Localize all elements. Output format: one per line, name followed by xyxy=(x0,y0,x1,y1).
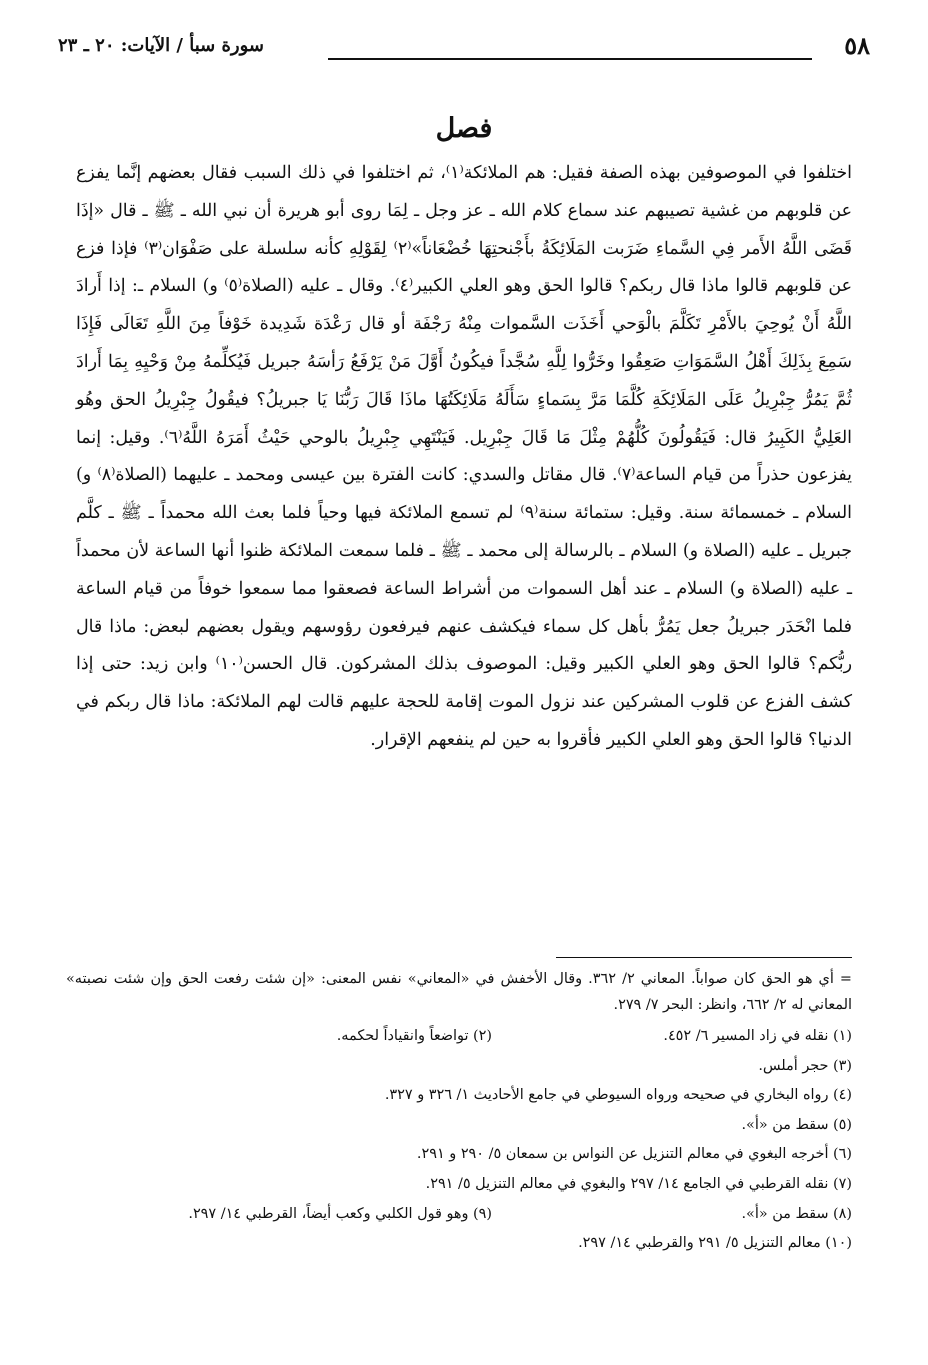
page-number: ٥٨ xyxy=(844,31,870,60)
footnote-4: (٤) رواه البخاري في صحيحه ورواه السيوطي في جامع الأحاديث ١/ ٣٢٦ و ٣٢٧. xyxy=(384,1087,852,1104)
footnote-separator xyxy=(556,957,852,958)
footnote-continuation: = أي هو الحق كان صواباً. المعاني ٢/ ٣٦٢. وقال الأخفش في «المعاني» نفس المعنى: «إن شئت رفعت الحق وإن شئت نصبته» المعاني له ٢/ ٦٦٢، وانظر: البحر ٧/ ٢٧٩. xyxy=(66,971,852,1013)
footnote-3: (٣) حجر أملس. xyxy=(758,1057,852,1074)
running-header xyxy=(58,32,870,62)
footnote-row xyxy=(66,1200,852,1230)
section-heading: فصل xyxy=(435,113,493,144)
footnote-8: (٨) سقط من «أ». xyxy=(741,1205,852,1222)
footnote-2: (٢) تواضعاً وانقياداً لحكمه. xyxy=(336,1028,492,1044)
footnotes xyxy=(66,966,852,1259)
surah-title: سورة سبأ / الآيات: ٢٠ ـ ٢٣ xyxy=(58,35,264,56)
footnote-1: (١) نقله في زاد المسير ٦/ ٤٥٢. xyxy=(663,1028,852,1044)
footnote-10: (١٠) معالم التنزيل ٥/ ٢٩١ والقرطبي ١٤/ ٢٩٧. xyxy=(578,1235,852,1252)
footnote-7: (٧) نقله القرطبي في الجامع ١٤/ ٢٩٧ والبغوي في معالم التنزيل ٥/ ٢٩١. xyxy=(425,1175,852,1192)
footnote-6: (٦) أخرجه البغوي في معالم التنزيل عن النواس بن سمعان ٥/ ٢٩٠ و ٢٩١. xyxy=(416,1146,852,1163)
footnote-row xyxy=(66,1022,852,1052)
footnote-9: (٩) وهو قول الكلبي وكعب أيضاً، القرطبي ١٤/ ٢٩٧. xyxy=(188,1205,492,1222)
main-text xyxy=(76,155,852,760)
footnote-5: (٥) سقط من «أ». xyxy=(741,1116,852,1133)
header-rule xyxy=(328,58,812,60)
main-paragraph: اختلفوا في الموصوفين بهذه الصفة فقيل: هم الملائكة⁽١⁾، ثم اختلفوا في ذلك السبب فقال بعضهم إنَّما يفزع عن قلوبهم من غشية تصيبهم عند سماع كلام الله ـ عز وجل ـ لِمَا روى أبو هريرة أن نبي الله ـ ﷺ ـ قال «إذَا قَضَى اللَّهُ الأَمر فِي السَّماءِ ضَرَبت المَلَائِكَةُ بأَجْنحتِهَا خُضْعَاناً»⁽٢⁾ لِقَوْلِهِ كأنه سلسلة على صَفْوَان⁽٣⁾ فإذا فزع عن قلوبهم قالوا ماذا قال ربكم؟ قالوا الحق وهو العلي الكبير⁽٤⁾. وقال ـ عليه (الصلاة⁽٥⁾ و) السلام ـ: إذا أَرادَ اللَّهُ أَنْ يُوحِيَ بالأَمْرِ تَكَلَّمَ بالْوَحي أَخَذَت السَّموات مِنْهُ رَجْفَة أو قال رَعْدَة شَدِيدة خَوْفاً مِنَ اللَّهِ تَعَالَى فَإِذَا سَمِعَ بِذَلِكَ أَهْلُ السَّمَوَاتِ صَعِقُوا وخَرُّوا لِلَّهِ سُجَّداً فيكُونُ أَوَّلَ مَنْ يَرْفَعُ رَأسَهُ جبريل فَيُكلِّمهُ مِنْ وَحْيِهِ بِمَا أَرادَ ثُمَّ يَمُرُّ جِبْرِيلُ عَلَى المَلَائِكَةِ كُلَّمَا مَرَّ بِسَماءٍ سَأَلَهُ مَلَائِكَتُهَا ماذَا قَالَ رَبُّنَا يَا جبريلُ؟ فيقُولُ جِبْرِيلُ الحق وهُو العَلِيُّ الكَبِيرُ قال: فَيَقُولُونَ كُلُّهُمْ مِثْلَ مَا قَالَ جِبْرِيل. فَيَنْتَهِي جِبْرِيلُ بالوحي حَيْثُ أَمَرَهُ اللَّهُ⁽٦⁾. وقيل: إنما يفزعون حذراً من قيام الساعة⁽٧⁾. قال مقاتل والسدي: كانت الفترة بين عيسى ومحمد ـ عليهما (الصلاة⁽٨⁾ و) السلام ـ خمسمائة سنة. وقيل: ستمائة سنة⁽٩⁾ لم تسمع الملائكة فيها وحياً فلما بعث الله محمداً ـ ﷺ ـ كلَّم جبريل ـ عليه (الصلاة و) السلام ـ بالرسالة إلى محمد ـ ﷺ ـ فلما سمعت الملائكة ظنوا أنها الساعة لأن محمداً ـ عليه (الصلاة و) السلام ـ عند أهل السموات من أشراط الساعة فصعقوا مما سمعوا خوفاً من قيام الساعة فلما انْحَدَر جبريلُ جعل يَمُرُّ بأهل كل سماء فيكشف عنهم فيرفعون رؤوسهم ويقول بعضهم لبعض: ماذا قال ربُّكم؟ قالوا الحق وهو العلي الكبير وقيل: الموصوف بذلك المشركون. قال الحسن⁽١٠⁾ وابن زيد: حتى إذا كشف الفزع عن قلوب المشركين عند نزول الموت إقامة للحجة عليهم قالت لهم الملائكة: ماذا قال ربكم في الدنيا؟ قالوا الحق وهو العلي الكبير فأقروا به حين لم ينفعهم الإقرار. xyxy=(76,163,853,750)
